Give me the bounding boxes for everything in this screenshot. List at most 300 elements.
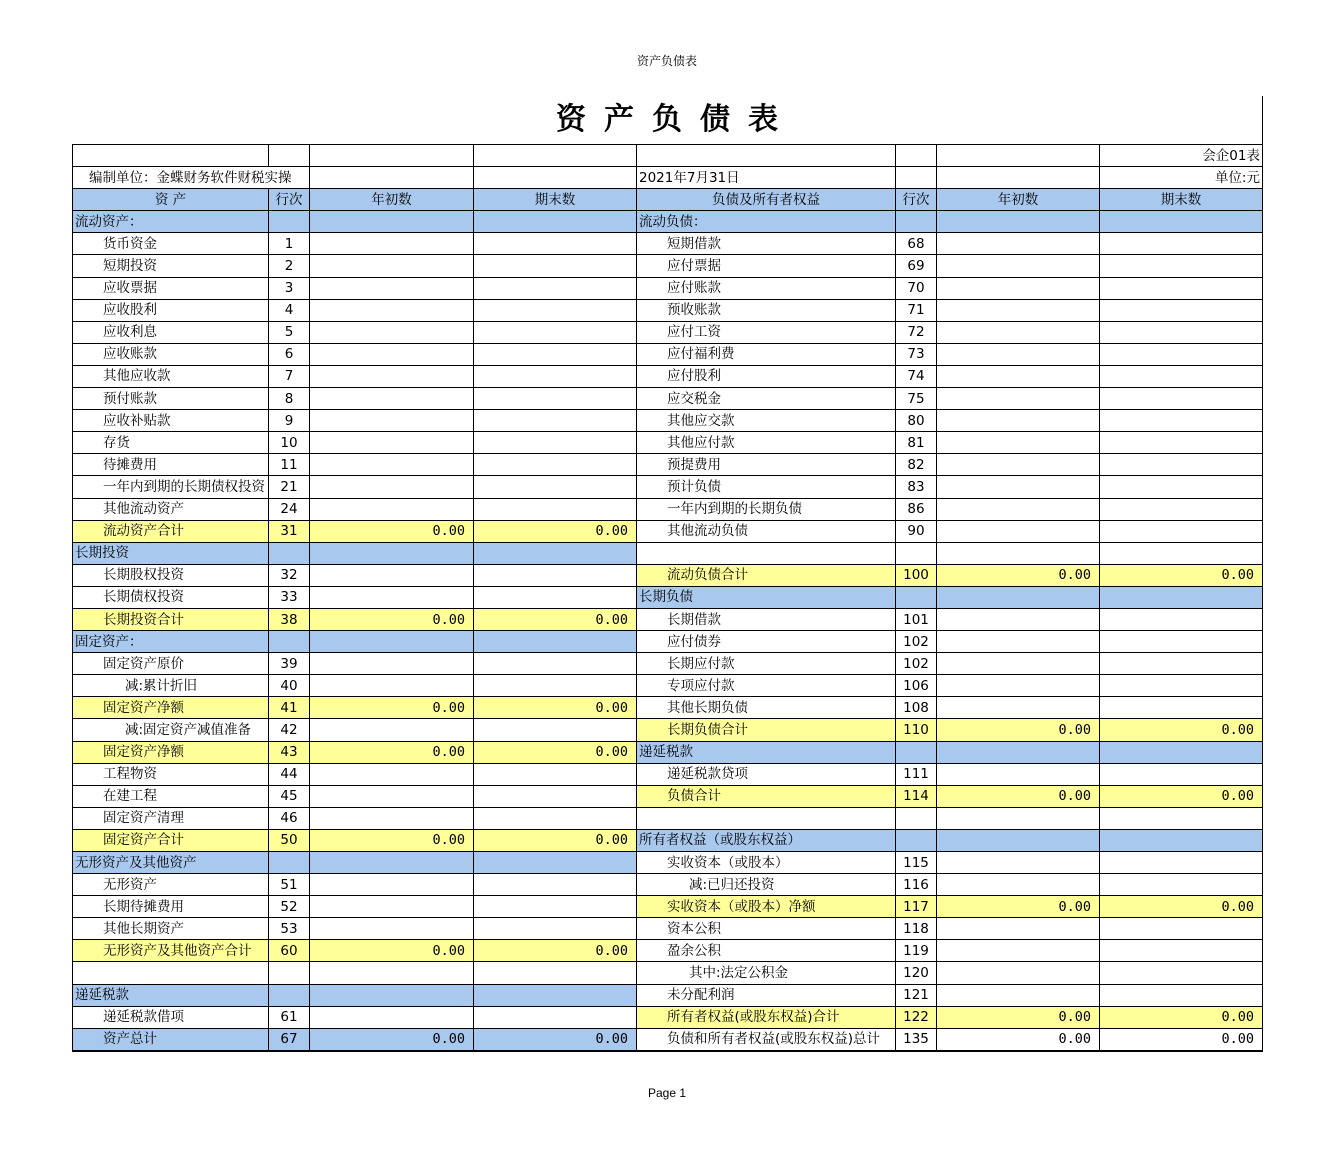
liability-label — [637, 542, 896, 564]
asset-end-value: 0.00 — [474, 697, 637, 719]
liability-end-value — [1100, 520, 1263, 542]
liability-label: 专项应付款 — [637, 675, 896, 697]
asset-begin-value — [310, 211, 474, 233]
asset-line-no: 42 — [269, 719, 310, 741]
liability-end-value — [1100, 255, 1263, 277]
liability-line-no: 74 — [896, 365, 937, 387]
asset-begin-value — [310, 343, 474, 365]
liability-end-value — [1100, 697, 1263, 719]
asset-line-no: 38 — [269, 608, 310, 630]
liability-label: 应付债券 — [637, 631, 896, 653]
liability-line-no: 81 — [896, 432, 937, 454]
col-begin-r: 年初数 — [937, 189, 1100, 211]
asset-line-no — [269, 962, 310, 984]
asset-begin-value — [310, 410, 474, 432]
asset-line-no — [269, 542, 310, 564]
liability-line-no: 115 — [896, 852, 937, 874]
asset-begin-value — [310, 631, 474, 653]
asset-end-value — [474, 874, 637, 896]
form-no-row — [73, 145, 1263, 167]
liability-label — [637, 807, 896, 829]
col-end: 期末数 — [474, 189, 637, 211]
asset-begin-value: 0.00 — [310, 608, 474, 630]
liability-label: 应交税金 — [637, 388, 896, 410]
asset-label: 固定资产净额 — [73, 741, 269, 763]
asset-begin-value — [310, 542, 474, 564]
col-asset: 资 产 — [73, 189, 269, 211]
asset-line-no: 4 — [269, 299, 310, 321]
liability-begin-value — [937, 520, 1100, 542]
asset-end-value — [474, 962, 637, 984]
asset-end-value — [474, 564, 637, 586]
liability-begin-value — [937, 763, 1100, 785]
asset-line-no: 9 — [269, 410, 310, 432]
liability-label: 其中:法定公积金 — [637, 962, 896, 984]
liability-end-value: 0.00 — [1100, 896, 1263, 918]
asset-line-no — [269, 631, 310, 653]
asset-label: 工程物资 — [73, 763, 269, 785]
table-row — [73, 653, 1263, 675]
asset-line-no: 3 — [269, 277, 310, 299]
asset-line-no: 33 — [269, 586, 310, 608]
asset-label: 应收票据 — [73, 277, 269, 299]
asset-end-value — [474, 1006, 637, 1028]
liability-end-value — [1100, 829, 1263, 851]
asset-end-value — [474, 675, 637, 697]
asset-begin-value — [310, 852, 474, 874]
liability-end-value — [1100, 498, 1263, 520]
table-row — [73, 321, 1263, 343]
liability-end-value: 0.00 — [1100, 564, 1263, 586]
asset-line-no: 32 — [269, 564, 310, 586]
liability-line-no: 90 — [896, 520, 937, 542]
asset-begin-value — [310, 918, 474, 940]
asset-line-no: 39 — [269, 653, 310, 675]
asset-line-no — [269, 852, 310, 874]
asset-end-value: 0.00 — [474, 829, 637, 851]
asset-line-no: 61 — [269, 1006, 310, 1028]
asset-begin-value: 0.00 — [310, 520, 474, 542]
table-row — [73, 255, 1263, 277]
table-row — [73, 763, 1263, 785]
table-row — [73, 608, 1263, 630]
asset-end-value — [474, 918, 637, 940]
asset-line-no: 21 — [269, 476, 310, 498]
asset-label: 固定资产原价 — [73, 653, 269, 675]
sheet-title: 资产负债表 — [556, 102, 796, 137]
liability-end-value — [1100, 874, 1263, 896]
liability-begin-value — [937, 432, 1100, 454]
liability-begin-value — [937, 608, 1100, 630]
table-row — [73, 432, 1263, 454]
asset-line-no: 31 — [269, 520, 310, 542]
liability-begin-value — [937, 631, 1100, 653]
liability-begin-value: 0.00 — [937, 719, 1100, 741]
asset-end-value — [474, 763, 637, 785]
asset-label: 存货 — [73, 432, 269, 454]
asset-end-value — [474, 586, 637, 608]
table-row — [73, 542, 1263, 564]
liability-begin-value — [937, 918, 1100, 940]
asset-line-no: 8 — [269, 388, 310, 410]
title-area — [72, 96, 1263, 144]
asset-end-value — [474, 255, 637, 277]
liability-end-value — [1100, 432, 1263, 454]
table-row — [73, 365, 1263, 387]
asset-line-no: 6 — [269, 343, 310, 365]
liability-label: 长期负债合计 — [637, 719, 896, 741]
table-row — [73, 1028, 1263, 1051]
asset-label: 长期债权投资 — [73, 586, 269, 608]
liability-line-no: 108 — [896, 697, 937, 719]
asset-label: 应收股利 — [73, 299, 269, 321]
liability-begin-value — [937, 675, 1100, 697]
asset-end-value — [474, 542, 637, 564]
liability-label: 未分配利润 — [637, 984, 896, 1006]
asset-begin-value — [310, 454, 474, 476]
table-row — [73, 564, 1263, 586]
asset-label: 其他长期资产 — [73, 918, 269, 940]
table-row — [73, 785, 1263, 807]
asset-line-no: 67 — [269, 1028, 310, 1051]
liability-line-no — [896, 807, 937, 829]
liability-end-value: 0.00 — [1100, 1028, 1263, 1051]
liability-label: 负债和所有者权益(或股东权益)总计 — [637, 1028, 896, 1051]
asset-line-no: 40 — [269, 675, 310, 697]
liability-begin-value — [937, 454, 1100, 476]
table-row — [73, 1006, 1263, 1028]
asset-begin-value — [310, 874, 474, 896]
liability-begin-value — [937, 321, 1100, 343]
asset-label: 递延税款 — [73, 984, 269, 1006]
liability-begin-value — [937, 211, 1100, 233]
table-row — [73, 852, 1263, 874]
asset-end-value — [474, 785, 637, 807]
liability-line-no: 110 — [896, 719, 937, 741]
liability-line-no: 120 — [896, 962, 937, 984]
asset-line-no: 46 — [269, 807, 310, 829]
table-row — [73, 233, 1263, 255]
liability-end-value: 0.00 — [1100, 719, 1263, 741]
liability-line-no: 80 — [896, 410, 937, 432]
liability-begin-value: 0.00 — [937, 1006, 1100, 1028]
liability-end-value — [1100, 476, 1263, 498]
asset-begin-value — [310, 388, 474, 410]
asset-label: 流动资产： — [73, 211, 269, 233]
liability-begin-value — [937, 365, 1100, 387]
col-line-no-r: 行次 — [896, 189, 937, 211]
liability-end-value — [1100, 233, 1263, 255]
asset-label — [73, 962, 269, 984]
asset-label: 资产总计 — [73, 1028, 269, 1051]
liability-line-no: 83 — [896, 476, 937, 498]
liability-begin-value — [937, 277, 1100, 299]
asset-end-value: 0.00 — [474, 608, 637, 630]
asset-label: 短期投资 — [73, 255, 269, 277]
asset-begin-value — [310, 719, 474, 741]
liability-end-value — [1100, 918, 1263, 940]
asset-begin-value — [310, 233, 474, 255]
asset-end-value — [474, 365, 637, 387]
liability-label: 预提费用 — [637, 454, 896, 476]
asset-end-value — [474, 388, 637, 410]
liability-label: 其他流动负债 — [637, 520, 896, 542]
liability-line-no: 69 — [896, 255, 937, 277]
asset-end-value — [474, 343, 637, 365]
liability-line-no: 102 — [896, 653, 937, 675]
table-row — [73, 962, 1263, 984]
table-row — [73, 918, 1263, 940]
asset-begin-value — [310, 498, 474, 520]
asset-label: 固定资产合计 — [73, 829, 269, 851]
liability-line-no: 101 — [896, 608, 937, 630]
asset-begin-value — [310, 785, 474, 807]
asset-line-no: 1 — [269, 233, 310, 255]
table-row — [73, 631, 1263, 653]
liability-end-value — [1100, 675, 1263, 697]
liability-label: 应付票据 — [637, 255, 896, 277]
asset-begin-value: 0.00 — [310, 697, 474, 719]
liability-label: 应付股利 — [637, 365, 896, 387]
asset-line-no: 53 — [269, 918, 310, 940]
asset-label: 无形资产及其他资产 — [73, 852, 269, 874]
asset-begin-value — [310, 653, 474, 675]
balance-sheet-table — [72, 144, 1263, 1052]
asset-begin-value — [310, 763, 474, 785]
liability-label: 实收资本（或股本） — [637, 852, 896, 874]
asset-begin-value — [310, 365, 474, 387]
asset-end-value — [474, 476, 637, 498]
asset-end-value — [474, 896, 637, 918]
table-row — [73, 675, 1263, 697]
liability-label: 盈余公积 — [637, 940, 896, 962]
liability-begin-value — [937, 653, 1100, 675]
asset-end-value — [474, 410, 637, 432]
liability-label: 应付工资 — [637, 321, 896, 343]
asset-label: 无形资产 — [73, 874, 269, 896]
liability-begin-value — [937, 255, 1100, 277]
liability-label: 减:已归还投资 — [637, 874, 896, 896]
liability-end-value — [1100, 365, 1263, 387]
column-header-row — [73, 189, 1263, 211]
liability-end-value — [1100, 807, 1263, 829]
asset-line-no: 44 — [269, 763, 310, 785]
asset-end-value — [474, 454, 637, 476]
liability-label: 资本公积 — [637, 918, 896, 940]
asset-label: 预付账款 — [73, 388, 269, 410]
liability-label: 应付账款 — [637, 277, 896, 299]
col-end-r: 期末数 — [1100, 189, 1263, 211]
liability-begin-value — [937, 829, 1100, 851]
asset-line-no: 52 — [269, 896, 310, 918]
table-row — [73, 277, 1263, 299]
asset-begin-value — [310, 675, 474, 697]
table-row — [73, 343, 1263, 365]
liability-line-no: 71 — [896, 299, 937, 321]
liability-end-value — [1100, 343, 1263, 365]
table-row — [73, 211, 1263, 233]
asset-line-no: 51 — [269, 874, 310, 896]
table-row — [73, 984, 1263, 1006]
liability-line-no: 117 — [896, 896, 937, 918]
liability-begin-value: 0.00 — [937, 1028, 1100, 1051]
liability-end-value: 0.00 — [1100, 785, 1263, 807]
asset-end-value — [474, 807, 637, 829]
asset-line-no — [269, 211, 310, 233]
asset-end-value — [474, 277, 637, 299]
currency-unit: 单位:元 — [1100, 167, 1263, 189]
company-name: 编制单位：金蝶财务软件财税实操 — [73, 167, 310, 189]
asset-label: 应收补贴款 — [73, 410, 269, 432]
asset-end-value: 0.00 — [474, 1028, 637, 1051]
asset-label: 减:固定资产减值准备 — [73, 719, 269, 741]
asset-end-value — [474, 498, 637, 520]
liability-begin-value: 0.00 — [937, 785, 1100, 807]
liability-begin-value — [937, 807, 1100, 829]
asset-label: 长期投资 — [73, 542, 269, 564]
asset-label: 固定资产净额 — [73, 697, 269, 719]
liability-label: 一年内到期的长期负债 — [637, 498, 896, 520]
liability-begin-value — [937, 962, 1100, 984]
liability-end-value — [1100, 388, 1263, 410]
asset-begin-value — [310, 255, 474, 277]
liability-line-no: 86 — [896, 498, 937, 520]
liability-label: 长期负债 — [637, 586, 896, 608]
table-row — [73, 829, 1263, 851]
table-row — [73, 388, 1263, 410]
asset-line-no — [269, 984, 310, 1006]
liability-line-no: 116 — [896, 874, 937, 896]
liability-line-no: 135 — [896, 1028, 937, 1051]
asset-begin-value — [310, 586, 474, 608]
liability-end-value — [1100, 631, 1263, 653]
company-row — [73, 167, 1263, 189]
table-row — [73, 874, 1263, 896]
col-liability: 负债及所有者权益 — [637, 189, 896, 211]
table-row — [73, 454, 1263, 476]
asset-label: 减:累计折旧 — [73, 675, 269, 697]
liability-begin-value — [937, 940, 1100, 962]
liability-begin-value — [937, 542, 1100, 564]
asset-label: 流动资产合计 — [73, 520, 269, 542]
asset-label: 其他应收款 — [73, 365, 269, 387]
table-row — [73, 807, 1263, 829]
liability-begin-value — [937, 852, 1100, 874]
liability-end-value — [1100, 984, 1263, 1006]
liability-end-value — [1100, 741, 1263, 763]
asset-line-no: 2 — [269, 255, 310, 277]
liability-end-value — [1100, 454, 1263, 476]
table-row — [73, 940, 1263, 962]
liability-end-value — [1100, 542, 1263, 564]
liability-end-value — [1100, 321, 1263, 343]
asset-begin-value: 0.00 — [310, 940, 474, 962]
asset-begin-value — [310, 896, 474, 918]
liability-label: 其他应付款 — [637, 432, 896, 454]
asset-line-no: 45 — [269, 785, 310, 807]
liability-begin-value — [937, 410, 1100, 432]
liability-end-value: 0.00 — [1100, 1006, 1263, 1028]
liability-line-no: 111 — [896, 763, 937, 785]
liability-label: 递延税款 — [637, 741, 896, 763]
report-date: 2021年7月31日 — [637, 167, 896, 189]
asset-end-value — [474, 631, 637, 653]
asset-end-value — [474, 321, 637, 343]
liability-begin-value — [937, 984, 1100, 1006]
table-row — [73, 299, 1263, 321]
asset-begin-value — [310, 984, 474, 1006]
liability-end-value — [1100, 763, 1263, 785]
page-header: 资产负债表 — [636, 54, 697, 68]
asset-begin-value: 0.00 — [310, 829, 474, 851]
asset-line-no: 41 — [269, 697, 310, 719]
liability-end-value — [1100, 277, 1263, 299]
form-no: 会企01表 — [1100, 145, 1263, 167]
asset-begin-value: 0.00 — [310, 1028, 474, 1051]
asset-end-value: 0.00 — [474, 940, 637, 962]
liability-label: 短期借款 — [637, 233, 896, 255]
asset-label: 货币资金 — [73, 233, 269, 255]
table-row — [73, 896, 1263, 918]
liability-line-no: 72 — [896, 321, 937, 343]
table-row — [73, 410, 1263, 432]
asset-begin-value — [310, 476, 474, 498]
asset-begin-value: 0.00 — [310, 741, 474, 763]
liability-line-no — [896, 542, 937, 564]
asset-line-no: 5 — [269, 321, 310, 343]
col-begin: 年初数 — [310, 189, 474, 211]
liability-line-no — [896, 829, 937, 851]
liability-label: 递延税款贷项 — [637, 763, 896, 785]
liability-end-value — [1100, 299, 1263, 321]
asset-end-value — [474, 852, 637, 874]
liability-begin-value — [937, 476, 1100, 498]
table-row — [73, 697, 1263, 719]
liability-line-no: 118 — [896, 918, 937, 940]
liability-label: 其他应交款 — [637, 410, 896, 432]
liability-label: 流动负债合计 — [637, 564, 896, 586]
liability-label: 实收资本（或股本）净额 — [637, 896, 896, 918]
asset-line-no: 60 — [269, 940, 310, 962]
page-footer: Page 1 — [647, 1086, 687, 1100]
col-line-no: 行次 — [269, 189, 310, 211]
liability-label: 所有者权益（或股东权益） — [637, 829, 896, 851]
table-row — [73, 476, 1263, 498]
asset-label: 固定资产： — [73, 631, 269, 653]
asset-begin-value — [310, 432, 474, 454]
asset-begin-value — [310, 564, 474, 586]
asset-begin-value — [310, 321, 474, 343]
asset-end-value — [474, 432, 637, 454]
liability-line-no — [896, 586, 937, 608]
asset-label: 长期投资合计 — [73, 608, 269, 630]
table-row — [73, 719, 1263, 741]
liability-label: 预收账款 — [637, 299, 896, 321]
liability-begin-value — [937, 874, 1100, 896]
asset-line-no: 11 — [269, 454, 310, 476]
asset-line-no: 24 — [269, 498, 310, 520]
asset-begin-value — [310, 1006, 474, 1028]
table-row — [73, 498, 1263, 520]
liability-end-value — [1100, 211, 1263, 233]
liability-label: 所有者权益(或股东权益)合计 — [637, 1006, 896, 1028]
asset-label: 递延税款借项 — [73, 1006, 269, 1028]
liability-line-no: 82 — [896, 454, 937, 476]
asset-end-value: 0.00 — [474, 520, 637, 542]
asset-label: 一年内到期的长期债权投资 — [73, 476, 269, 498]
asset-label: 其他流动资产 — [73, 498, 269, 520]
asset-label: 长期股权投资 — [73, 564, 269, 586]
